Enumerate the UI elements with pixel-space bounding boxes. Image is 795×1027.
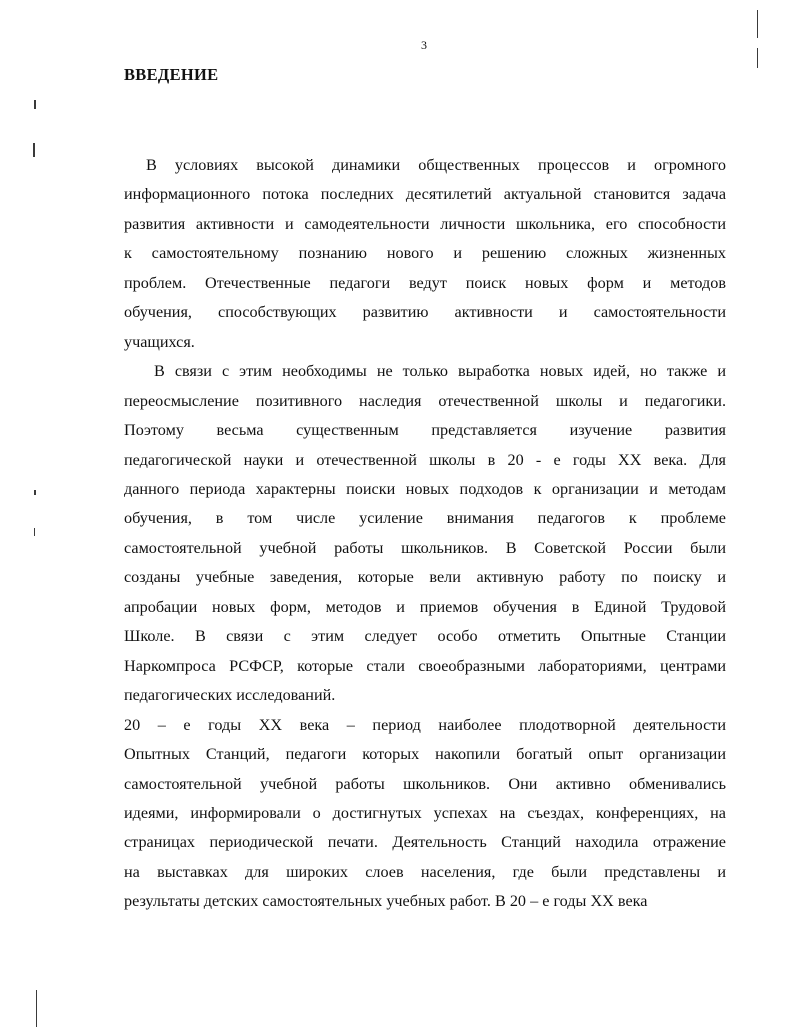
scan-edge-line — [36, 990, 37, 1027]
text-line: обучения, способствующих развитию активности и самостоятельности — [124, 303, 726, 322]
text-line: самостоятельной учебной работы школьников. В Советской России были — [124, 538, 726, 557]
text-line: результаты детских самостоятельных учебных работ. В 20 – е годы XX века — [124, 892, 648, 911]
page-heading: ВВЕДЕНИЕ — [124, 65, 219, 84]
text-line: учащихся. — [124, 332, 195, 351]
text-line: идеями, информировали о достигнутых успехах на съездах, конференциях, на — [124, 803, 726, 822]
text-line: 20 – е годы XX века – период наиболее плодотворной деятельности — [124, 715, 726, 734]
scan-speck — [34, 100, 36, 109]
text-line: педагогических исследований. — [124, 686, 336, 705]
text-line: переосмысление позитивного наследия отечественной школы и педагогики. — [124, 391, 726, 410]
text-line: педагогической науки и отечественной школы в 20 - е годы XX века. Для — [124, 450, 726, 469]
scan-speck — [33, 143, 35, 157]
text-line: к самостоятельному познанию нового и решению сложных жизненных — [124, 244, 726, 263]
document-body — [124, 151, 726, 917]
text-line: развития активности и самодеятельности личности школьника, его способности — [124, 214, 726, 233]
paragraph — [124, 357, 726, 710]
text-line: Поэтому весьма существенным представляется изучение развития — [124, 421, 726, 440]
text-line: апробации новых форм, методов и приемов обучения в Единой Трудовой — [124, 597, 726, 616]
text-line: В связи с этим необходимы не только выработка новых идей, но также и — [154, 362, 726, 381]
paragraph — [124, 151, 726, 357]
scan-speck — [34, 528, 35, 536]
paragraph — [124, 711, 726, 917]
text-line: созданы учебные заведения, которые вели активную работу по поиску и — [124, 568, 726, 587]
text-line: страницах периодической печати. Деятельность Станций находила отражение — [124, 833, 726, 852]
text-line: на выставках для широких слоев населения, где были представлены и — [124, 862, 726, 881]
scan-edge-line — [757, 48, 758, 68]
text-line: Наркомпроса РСФСР, которые стали своеобразными лабораториями, центрами — [124, 656, 726, 675]
text-line: Школе. В связи с этим следует особо отметить Опытные Станции — [124, 627, 726, 646]
text-line: проблем. Отечественные педагоги ведут поиск новых форм и методов — [124, 273, 726, 292]
text-line: Опытных Станций, педагоги которых накопили богатый опыт организации — [124, 745, 726, 764]
scan-edge-line — [757, 10, 758, 38]
scan-speck — [34, 490, 36, 495]
text-line: информационного потока последних десятилетий актуальной становится задача — [124, 185, 726, 204]
page-number: 3 — [421, 38, 427, 52]
text-line: В условиях высокой динамики общественных процессов и огромного — [146, 156, 726, 174]
text-line: обучения, в том числе усиление внимания педагогов к проблеме — [124, 509, 726, 528]
text-line: самостоятельной учебной работы школьников. Они активно обменивались — [124, 774, 726, 793]
text-line: данного периода характерны поиски новых подходов к организации и методам — [124, 479, 726, 498]
